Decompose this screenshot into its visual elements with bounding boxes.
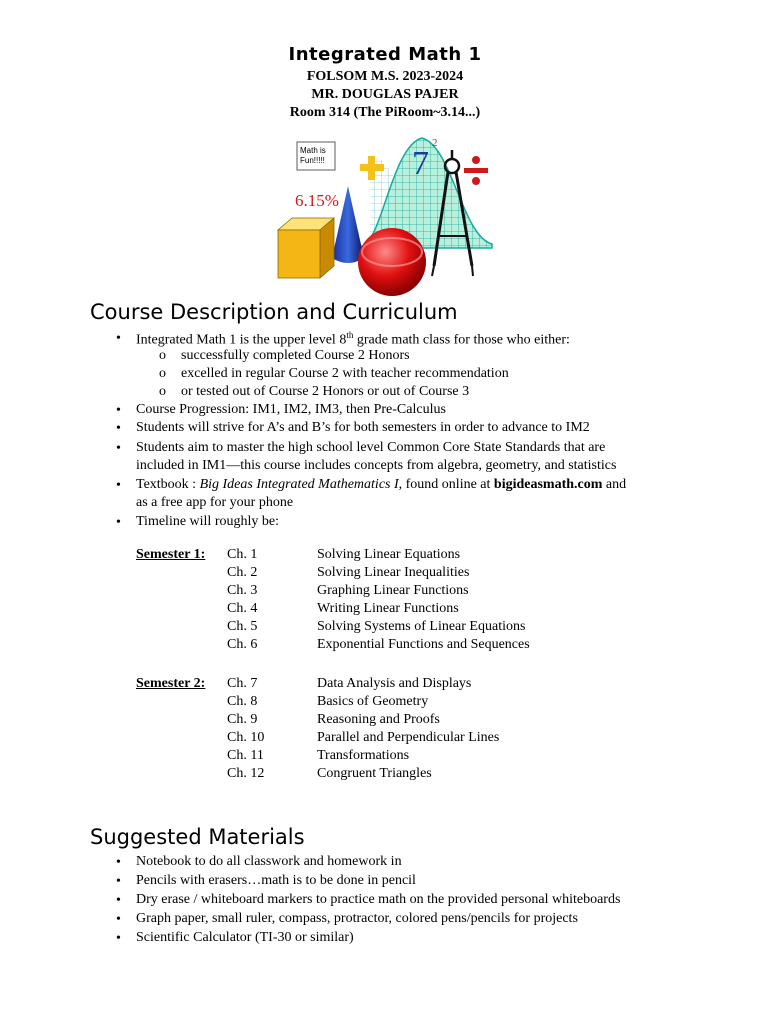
chapter-number: Ch. 11	[227, 748, 264, 763]
list-item: successfully completed Course 2 Honors	[181, 348, 410, 363]
chapter-topic: Solving Linear Equations	[317, 547, 461, 562]
division-sign-icon	[464, 156, 488, 185]
grade-goal: Students will strive for A’s and B’s for both semesters in order to advance to IM2	[136, 420, 590, 435]
standards-line2: included in IM1—this course includes concepts from algebra, geometry, and statistics	[136, 458, 617, 473]
sphere-shape-icon	[358, 228, 426, 296]
list-item: Pencils with erasers…math is to be done in pencil	[136, 873, 416, 888]
textbook-title: Big Ideas Integrated Mathematics I	[199, 477, 399, 492]
chapter-number: Ch. 6	[227, 637, 258, 652]
standards-line1: Students aim to master the high school level Common Core State Standards that are	[136, 440, 606, 455]
chapter-topic: Solving Linear Inequalities	[317, 565, 470, 580]
materials-heading: Suggested Materials	[90, 825, 305, 849]
chapter-topic: Congruent Triangles	[317, 766, 432, 781]
chapter-topic: Basics of Geometry	[317, 694, 429, 709]
chapter-number: Ch. 12	[227, 766, 265, 781]
list-item: Dry erase / whiteboard markers to practice math on the provided personal whiteboards	[136, 892, 621, 907]
sub-bullet-icon: o	[159, 384, 166, 399]
list-item: Scientific Calculator (TI-30 or similar)	[136, 930, 354, 945]
chapter-topic: Transformations	[317, 748, 410, 763]
list-item: Graph paper, small ruler, compass, protractor, colored pens/pencils for projects	[136, 911, 578, 926]
chapter-number: Ch. 5	[227, 619, 258, 634]
sub-bullet-icon: o	[159, 348, 166, 363]
teacher-name: MR. DOUGLAS PAJER	[311, 87, 459, 102]
intro-text: Integrated Math 1 is the upper level 8th grade math class for those who either:	[136, 330, 570, 348]
exponent-number: 2	[432, 137, 438, 149]
bullet-icon: •	[116, 441, 121, 456]
bullet-icon: •	[116, 912, 121, 927]
list-item: excelled in regular Course 2 with teacher recommendation	[181, 366, 509, 381]
semester-2-label: Semester 2:	[136, 676, 206, 691]
chapter-topic: Graphing Linear Functions	[317, 583, 469, 598]
note-text-line1: Math is	[300, 146, 326, 155]
chapter-number: Ch. 10	[227, 730, 265, 745]
bullet-icon: •	[116, 515, 121, 530]
room-info: Room 314 (The PiRoom~3.14...)	[289, 105, 481, 120]
sub-bullet-icon: o	[159, 366, 166, 381]
textbook-site: bigideasmath.com	[493, 477, 603, 492]
textbook-info: Textbook : Big Ideas Integrated Mathematics I, found online at bigideasmath.com and	[136, 477, 627, 492]
semester-1-label: Semester 1:	[136, 547, 206, 562]
percent-text: 6.15%	[295, 191, 339, 210]
chapter-topic: Data Analysis and Displays	[317, 676, 472, 691]
chapter-number: Ch. 7	[227, 676, 258, 691]
math-clipart	[262, 126, 502, 298]
bullet-icon: •	[116, 421, 121, 436]
note-text-line2: Fun!!!!!	[300, 156, 325, 165]
cube-shape-icon	[278, 218, 334, 278]
bullet-icon: •	[116, 403, 121, 418]
seven-number: 7	[412, 145, 429, 182]
bullet-icon: •	[116, 874, 121, 889]
bullet-icon: •	[116, 855, 121, 870]
chapter-number: Ch. 1	[227, 547, 258, 562]
list-item: or tested out of Course 2 Honors or out of Course 3	[181, 384, 470, 399]
chapter-topic: Writing Linear Functions	[317, 601, 459, 616]
chapter-number: Ch. 9	[227, 712, 258, 727]
bullet-icon: •	[116, 331, 121, 346]
chapter-number: Ch. 4	[227, 601, 258, 616]
chapter-topic: Solving Systems of Linear Equations	[317, 619, 526, 634]
chapter-number: Ch. 2	[227, 565, 258, 580]
list-item: Notebook to do all classwork and homework in	[136, 854, 402, 869]
course-progression: Course Progression: IM1, IM2, IM3, then Pre-Calculus	[136, 402, 446, 417]
school-year: FOLSOM M.S. 2023-2024	[306, 69, 464, 84]
bullet-icon: •	[116, 478, 121, 493]
chapter-number: Ch. 3	[227, 583, 258, 598]
bullet-icon: •	[116, 931, 121, 946]
textbook-app: as a free app for your phone	[136, 495, 294, 510]
timeline-intro: Timeline will roughly be:	[136, 514, 279, 529]
document-title: Integrated Math 1	[288, 44, 482, 65]
chapter-topic: Reasoning and Proofs	[317, 712, 440, 727]
chapter-topic: Exponential Functions and Sequences	[317, 637, 530, 652]
chapter-number: Ch. 8	[227, 694, 258, 709]
course-description-heading: Course Description and Curriculum	[90, 300, 458, 324]
chapter-topic: Parallel and Perpendicular Lines	[317, 730, 500, 745]
bullet-icon: •	[116, 893, 121, 908]
